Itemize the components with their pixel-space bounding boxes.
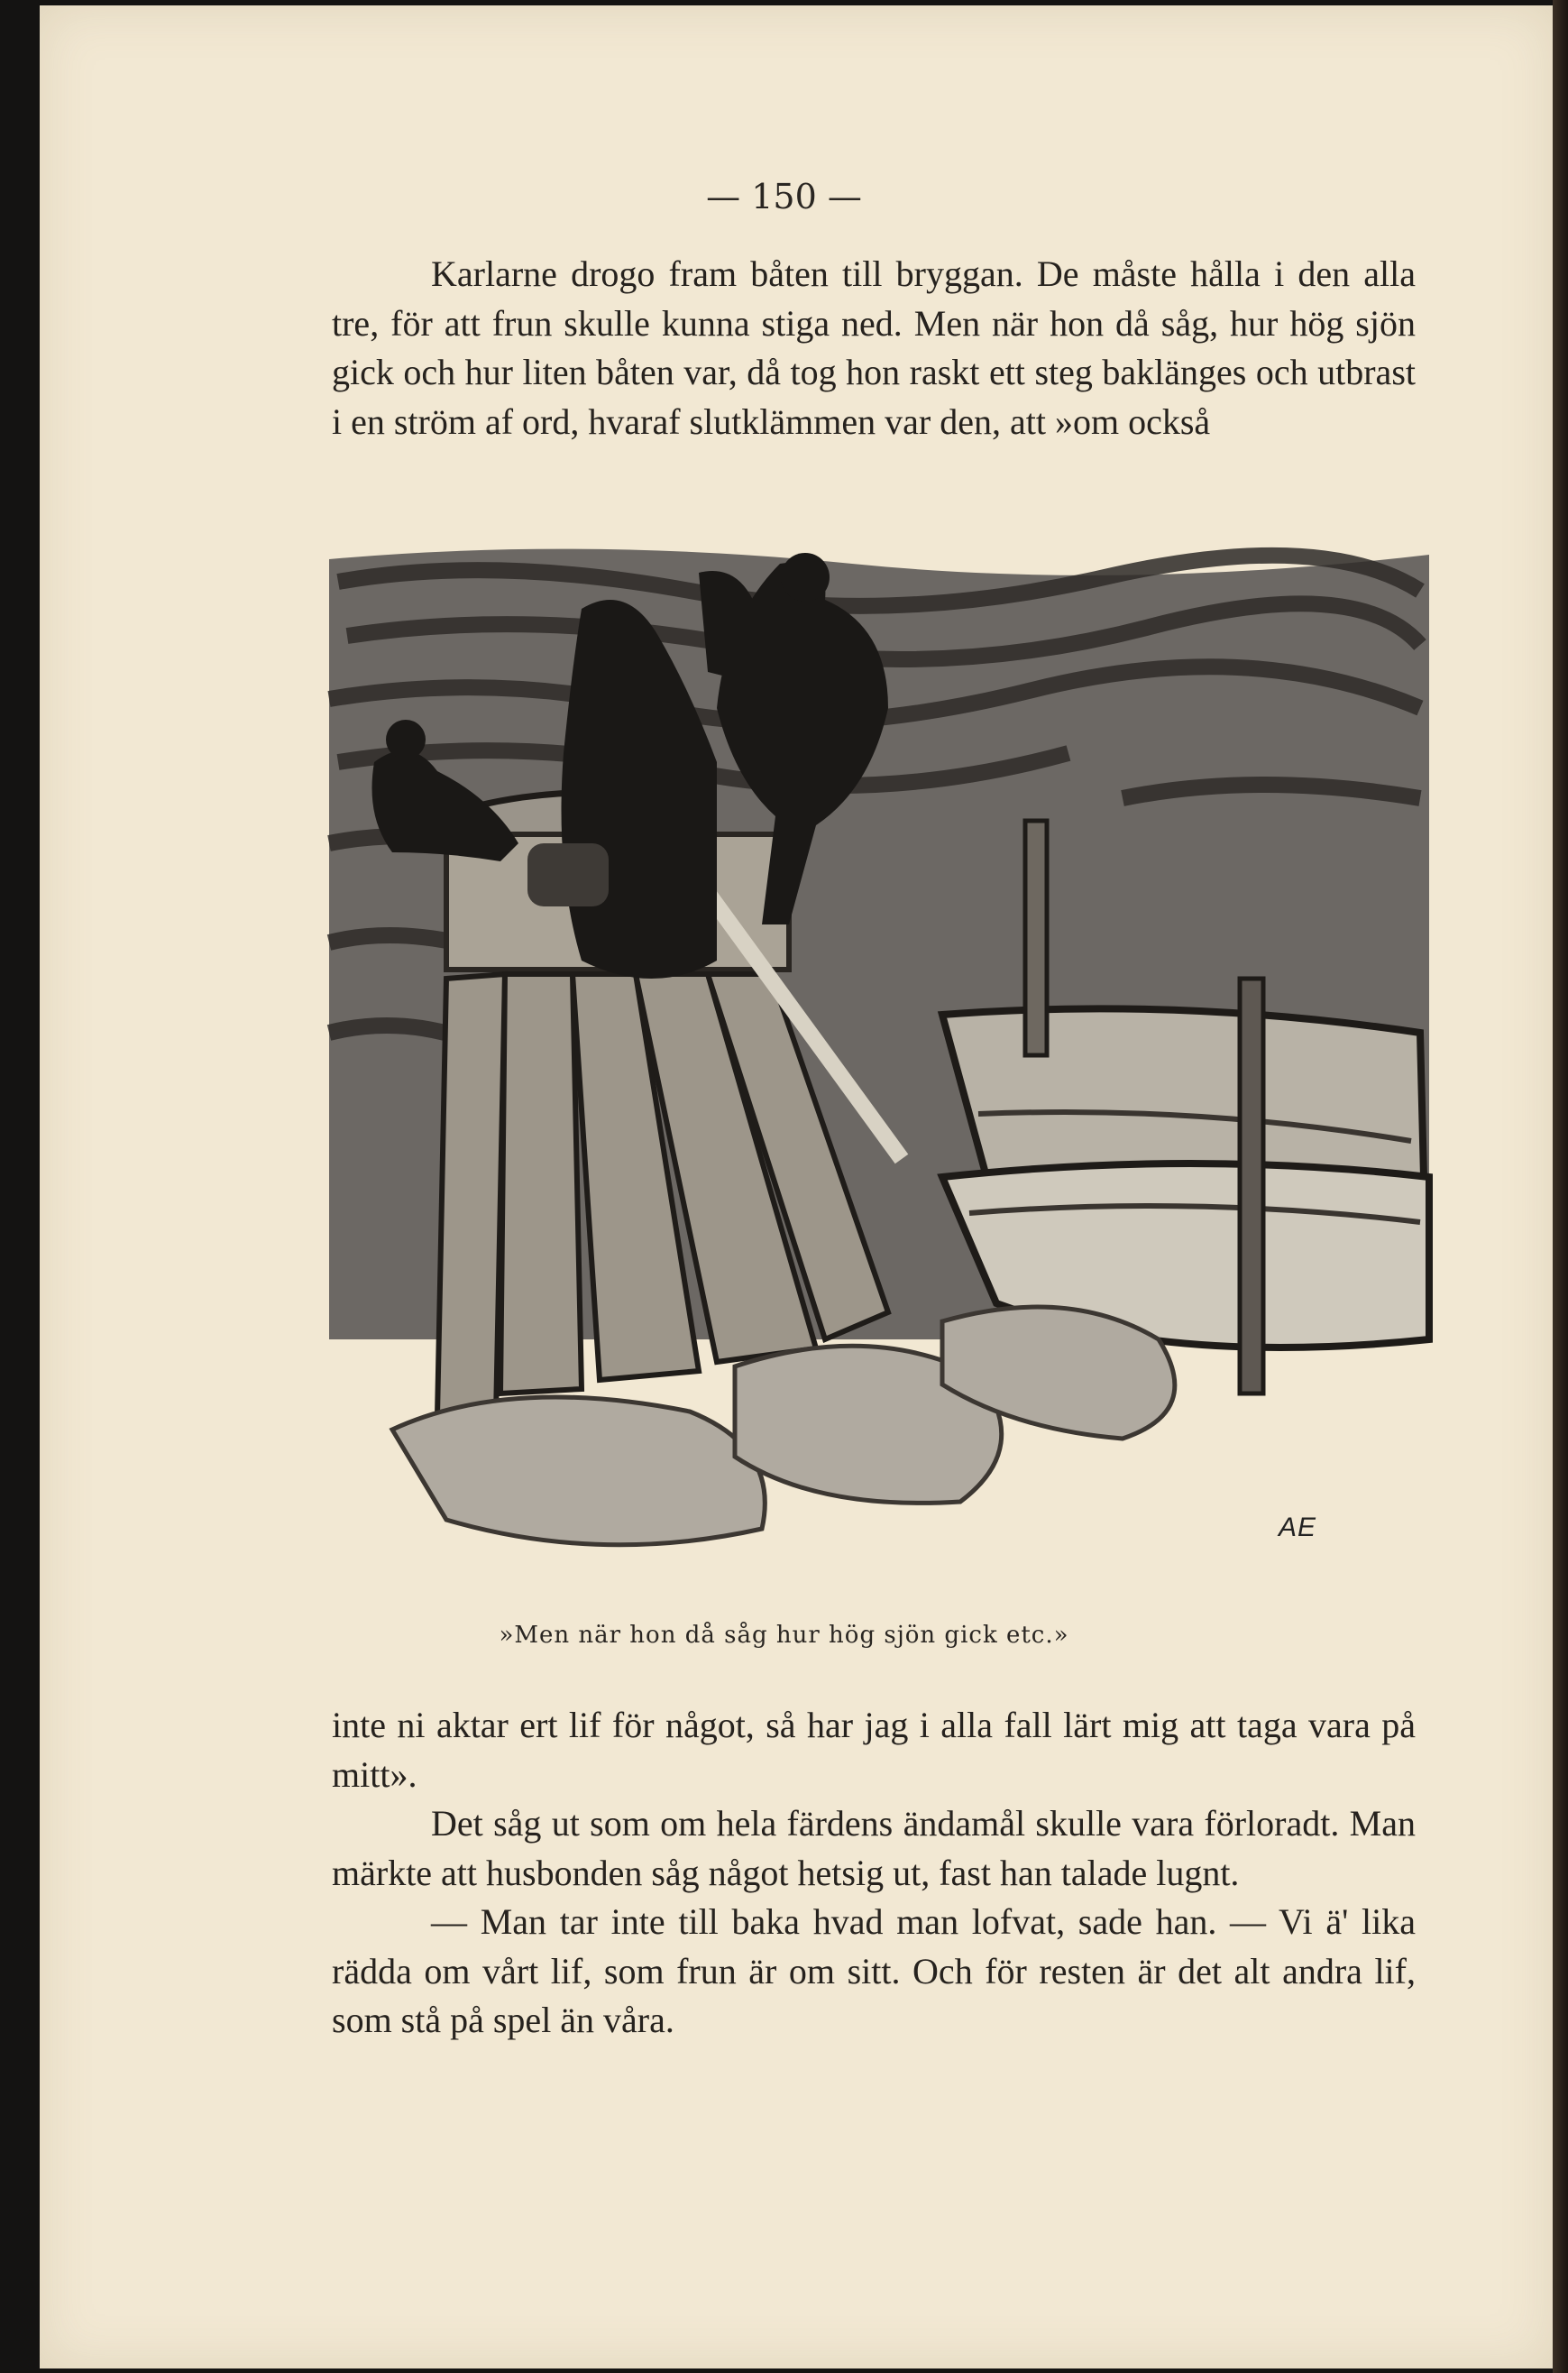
paragraph: inte ni aktar ert lif för något, så har jag i alla fall lärt mig att taga vara på mitt». [332,1705,1416,1795]
body-text-top [332,250,1416,446]
paragraph: Karlarne drogo fram båten till bryggan. De måste hålla i den alla tre, för att frun skulle kunna stiga ned. Men när hon då såg, hur hög sjön gick och hur liten båten var, då tog hon raskt ett steg baklänges och utbrast i en ström af ord, hvaraf slutklämmen var den, att »om också [332,253,1416,442]
mooring-post [1240,979,1263,1393]
illustration-caption: »Men när hon då såg hur hög sjön gick etc.» [499,1622,1069,1649]
page-number: — 150 — [706,177,862,216]
book-spine-edge [1553,0,1568,2373]
pier-post [1025,821,1047,1055]
paragraph: — Man tar inte till baka hvad man lofvat, sade han. — Vi ä' lika rädda om vårt lif, som frun är om sitt. Och för resten är det alt andra lif, som stå på spel än våra. [332,1901,1416,2040]
basket [527,843,609,906]
illustration-pier-boat [311,528,1443,1601]
artist-monogram: AE [1279,1513,1317,1542]
paragraph: Det såg ut som om hela färdens ändamål skulle vara förloradt. Man märkte att husbonden såg något hetsig ut, fast han talade lugnt. [332,1803,1416,1893]
body-text-bottom [332,1701,1416,2046]
